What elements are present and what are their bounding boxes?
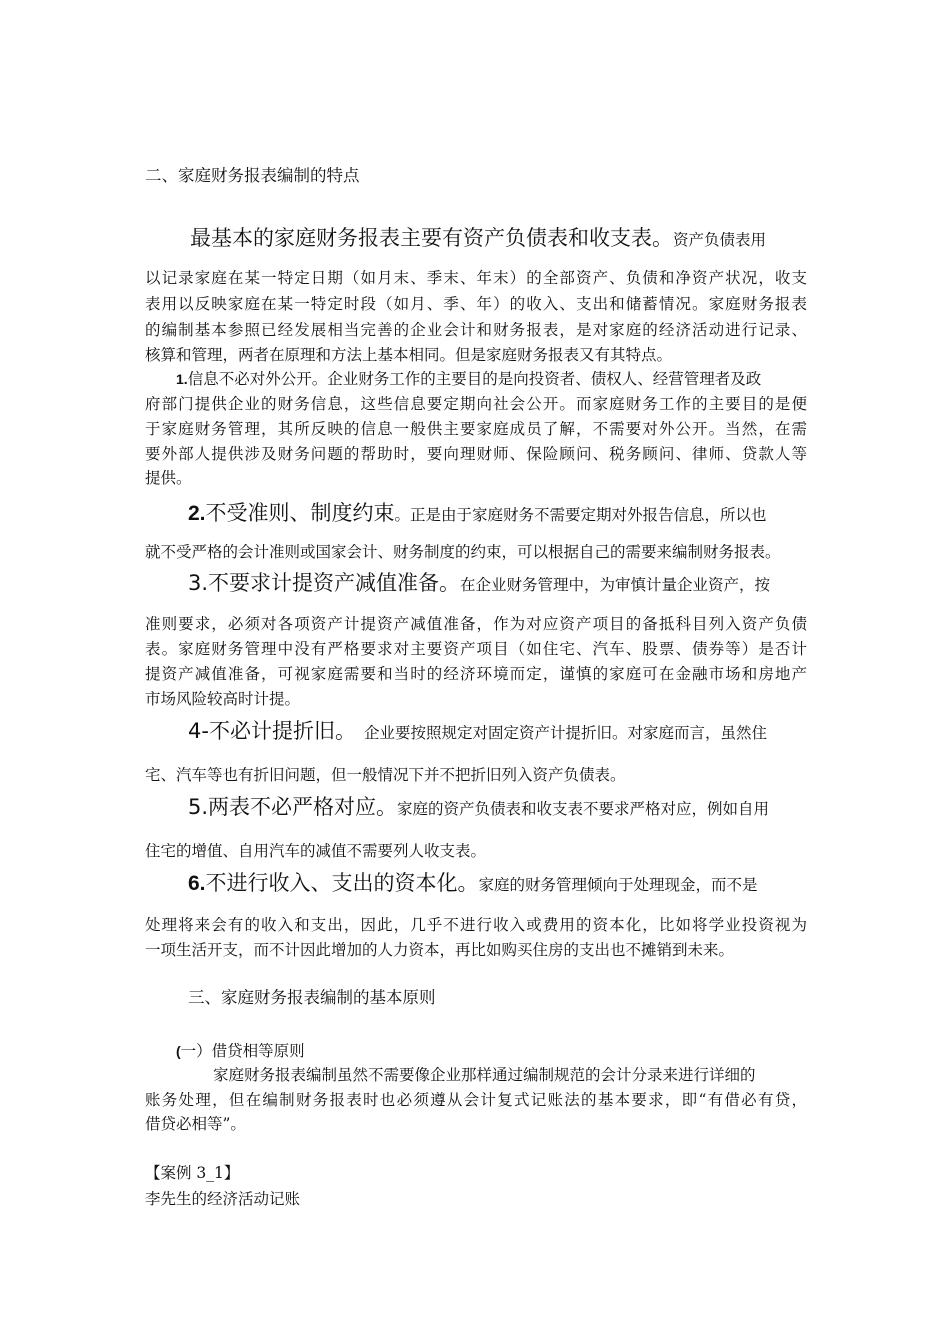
lead-line [190,228,766,250]
point-3-line: 准则要求，必须对各项资产计提资产减值准备，作为对应资产项目的备抵科目列入资产负债 [145,615,807,633]
case-title: 李先生的经济活动记账 [145,1190,301,1208]
point-3-line: 提资产减值准备，可视家庭需要和当时的经济环境而定，谨慎的家庭可在金融市场和房地产 [145,665,807,683]
point-2-first-line [188,503,767,525]
point-1-line: 提供。 [145,469,192,487]
lead-emphasis: 最基本的家庭财务报表主要有资产负债表和收支表。 [190,226,673,250]
point-1-line: 要外部人提供涉及财务问题的帮助时，要向理财师、保险顾问、税务顾问、律师、贷款人等 [145,445,807,463]
point-3-first-line [188,573,770,595]
point-5-text: 家庭的资产负债表和收支表不要求严格对应，例如自用 [397,800,770,818]
point-4-text: 企业要按照规定对固定资产计提折旧。对家庭而言，虽然住 [363,724,767,742]
point-4-line: 宅、汽车等也有折旧问题，但一般情况下并不把折旧列入资产负债表。 [145,766,626,784]
point-6-line: 处理将来会有的收入和支出，因此，几乎不进行收入或费用的资本化，比如将学业投资视为 [145,916,807,934]
point-1-line: 府部门提供企业的财务信息，这些信息要定期向社会公开。而家庭财务工作的主要目的是便 [145,395,807,413]
point-2-text: 。正是由于家庭财务不需要定期对外报告信息，所以也 [394,506,767,524]
point-3-text: 在企业财务管理中，为审慎计量企业资产，按 [460,576,771,594]
intro-line: 表用以反映家庭在某一特定时段（如月、季、年）的收入、支出和储蓄情况。家庭财务报表 [145,295,807,313]
intro-line: 的编制基本参照已经发展相当完善的企业会计和财务报表，是对家庭的经济活动进行记录、 [145,321,807,339]
point-3-line: 市场风险较高时计提。 [145,690,301,708]
point-3-title: 3.不要求计提资产减值准备。 [188,571,461,595]
point-1-first-line [176,369,761,389]
sub-heading [176,1041,305,1061]
point-1-line: 于家庭财务管理，其所反映的信息一般供主要家庭成员了解，不需要对外公开。当然，在需 [145,420,807,438]
point-6-line: 一项生活开支，而不计因此增加的人力资本，再比如购买住房的支出也不摊销到未来。 [145,941,735,959]
principle-first-line: 家庭财务报表编制虽然不需要像企业那样通过编制规范的会计分录来进行详细的 [213,1066,756,1084]
point-6-first-line [188,873,758,895]
section-heading: 二、家庭财务报表编制的特点 [145,166,360,185]
point-6-title: 不进行收入、支出的资本化。 [205,871,479,895]
sub-heading-paren: ( [176,1043,181,1059]
point-5-line: 住宅的增值、自用汽车的减值不需要列人收支表。 [145,842,487,860]
point-2-line: 就不受严格的会计准则或国家会计、财务制度的约束，可以根据自己的需要来编制财务报表。 [145,543,781,561]
lead-continuation: 资产负债表用 [673,231,767,249]
point-1-text: 信息不必对外公开。企业财务工作的主要目的是向投资者、债权人、经营管理者及政 [187,370,762,388]
point-2-number: 2. [188,502,206,525]
point-6-number: 6. [188,872,206,895]
point-2-title: 不受准则、制度约束 [205,501,395,525]
point-3-line: 表。家庭财务管理中没有严格要求对主要资产项目（如住宅、汽车、股票、债券等）是否计 [145,640,807,658]
point-4-title: 4-不必计提折旧。 [188,719,356,743]
intro-line: 以记录家庭在某一特定日期（如月末、季末、年末）的全部资产、负债和净资产状况，收支 [145,269,807,287]
point-5-title: 5.两表不必严格对应。 [188,795,398,819]
principle-line: 借贷必相等”。 [145,1115,246,1133]
principle-line: 账务处理，但在编制财务报表时也必须遵从会计复式记账法的基本要求，即“有借必有贷， [145,1091,807,1109]
section-3-heading: 三、家庭财务报表编制的基本原则 [188,988,436,1007]
case-label: 【案例 3_1】 [145,1164,240,1182]
sub-heading-text: 一）借贷相等原则 [180,1042,305,1060]
point-5-first-line [188,797,769,819]
point-1-number: 1. [176,371,188,387]
point-4-first-line [188,721,767,743]
intro-line: 核算和管理，两者在原理和方法上基本相同。但是家庭财务报表又有其特点。 [145,346,673,364]
point-6-text: 家庭的财务管理倾向于处理现金，而不是 [478,876,758,894]
